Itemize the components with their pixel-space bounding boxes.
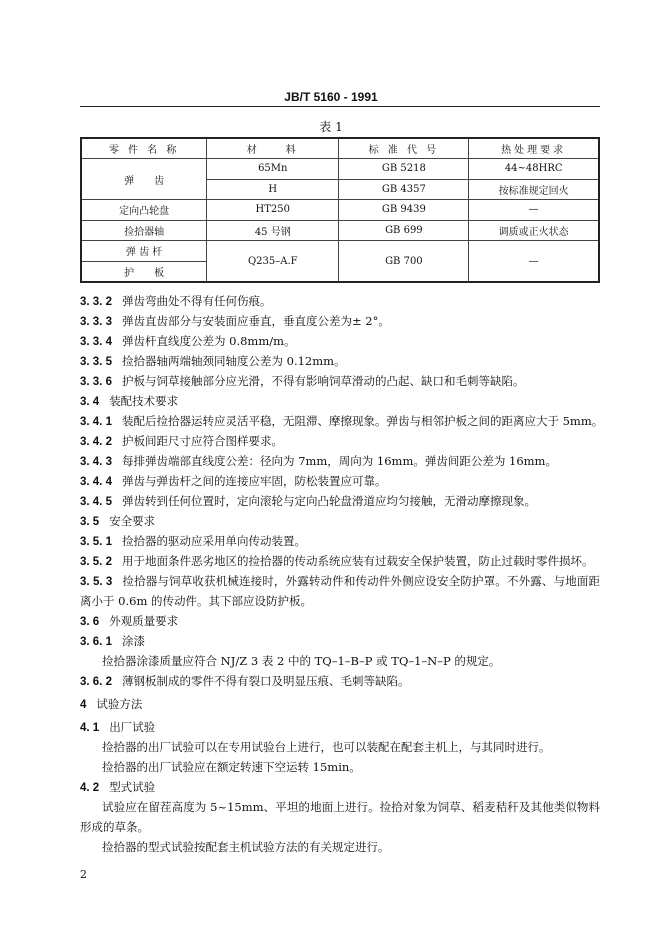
paragraph-text: 形成的草条。: [80, 820, 149, 834]
cell-part: 弹 齿 杆: [81, 241, 207, 262]
col-header-heat: 热处理要求: [469, 138, 599, 159]
paragraph-text: 捡拾器的型式试验按配套主机试验方法的有关规定进行。: [102, 840, 390, 854]
clause-number: 4. 2: [80, 782, 100, 794]
cell-heat: —: [469, 241, 599, 283]
paragraph: [80, 837, 600, 857]
paragraph-text: 捡拾器的出厂试验可以在专用试验台上进行，也可以装配在配套主机上，与其同时进行。: [102, 740, 551, 754]
cell-material: HT250: [207, 200, 339, 221]
cell-material: 65Mn: [207, 159, 339, 180]
section-3-5: [80, 511, 600, 531]
col-header-part: 零 件 名 称: [81, 138, 207, 159]
clause-3-3-2: [80, 291, 600, 311]
cell-part: 定向凸轮盘: [81, 200, 207, 221]
table-header-row: [81, 138, 599, 159]
clause-text: 装配后捡拾器运转应灵活平稳，无阻滞、摩擦现象。弹齿与相邻护板之间的距离应大于 5mm。: [121, 414, 604, 428]
cell-standard: GB 9439: [339, 200, 469, 221]
col-header-material: 材 料: [207, 138, 339, 159]
clause-number: 3. 5. 1: [80, 536, 112, 548]
clause-number: 3. 4. 1: [80, 416, 112, 428]
clause-text: 捡拾器与饲草收获机械连接时，外露转动件和传动件外侧应设安全防护罩。不外露、与地面距: [122, 574, 601, 588]
section-4: [80, 694, 600, 714]
clause-number: 3. 4. 3: [80, 456, 112, 468]
clause-text: 每排弹齿端部直线度公差：径向为 7mm，周向为 16mm。弹齿间距公差为 16mm。: [121, 454, 557, 468]
clause-number: 3. 3. 5: [80, 356, 112, 368]
cell-material: 45 号钢: [207, 220, 339, 241]
clause-number: 3. 5. 3: [80, 576, 113, 588]
clause-3-4-4: [80, 471, 600, 491]
clause-number: 3. 6. 1: [80, 636, 112, 648]
clause-text: 捡拾器的驱动应采用单向传动装置。: [121, 534, 306, 548]
section-3-6: [80, 611, 600, 631]
cell-part: 弹 齿: [81, 159, 207, 200]
clause-3-4-5: [80, 491, 600, 511]
section-title: 外观质量要求: [109, 614, 179, 628]
document-header: JB/T 5160 - 1991: [284, 90, 378, 104]
clause-3-3-6: [80, 371, 600, 391]
clause-number: 4: [80, 699, 87, 711]
clause-text: 弹齿杆直线度公差为 0.8mm/m。: [121, 334, 296, 348]
clause-number: 3. 3. 6: [80, 376, 112, 388]
clause-3-6-2: [80, 671, 600, 691]
clause-number: 3. 4. 2: [80, 436, 112, 448]
paragraph: [80, 757, 600, 777]
section-title: 安全要求: [109, 514, 156, 528]
clause-3-5-3: [80, 571, 600, 591]
clause-3-3-4: [80, 331, 600, 351]
table-caption: 表 1: [319, 120, 343, 134]
clause-3-5-1: [80, 531, 600, 551]
table-row: [81, 200, 599, 221]
clause-3-5-2: [80, 551, 600, 571]
section-title: 型式试验: [109, 780, 156, 794]
clause-text: 用于地面条件恶劣地区的捡拾器的传动系统应装有过载安全保护装置，防止过载时零件损坏。: [121, 554, 594, 568]
clause-number: 3. 4. 5: [80, 496, 112, 508]
clause-number: 3. 3. 2: [80, 296, 112, 308]
parts-table: [80, 137, 600, 283]
cell-material: H: [207, 179, 339, 200]
section-title: 出厂试验: [109, 720, 156, 734]
clause-text: 弹齿转到任何位置时，定向滚轮与定向凸轮盘滑道应均匀接触，无滑动摩擦现象。: [121, 494, 536, 508]
clause-number: 3. 3. 3: [80, 316, 112, 328]
col-header-standard: 标 准 代 号: [339, 138, 469, 159]
cell-part: 护 板: [81, 261, 207, 282]
clause-number: 3. 3. 4: [80, 336, 112, 348]
clause-text: 护板与饲草接触部分应光滑，不得有影响饲草滑动的凸起、缺口和毛刺等缺陷。: [121, 374, 525, 388]
clause-number: 3. 6: [80, 616, 100, 628]
cell-standard: GB 699: [339, 220, 469, 241]
paragraph: [80, 651, 600, 671]
clause-text: 薄钢板制成的零件不得有裂口及明显压痕、毛刺等缺陷。: [121, 674, 410, 688]
clause-text: 护板间距尺寸应符合图样要求。: [121, 434, 283, 448]
cell-material: Q235–A.F: [207, 241, 339, 283]
clause-number: 3. 5: [80, 516, 100, 528]
paragraph-text: 捡拾器涂漆质量应符合 NJ/Z 3 表 2 中的 TQ–1–B–P 或 TQ–1–N–P 的规定。: [102, 654, 501, 668]
cell-standard: GB 5218: [339, 159, 469, 180]
paragraph-text: 捡拾器的出厂试验应在额定转速下空运转 15min。: [102, 760, 361, 774]
clause-3-3-3: [80, 311, 600, 331]
section-4-1: [80, 717, 600, 737]
cell-standard: GB 700: [339, 241, 469, 283]
cell-heat: 调质或正火状态: [469, 220, 599, 241]
cell-part: 捡拾器轴: [81, 220, 207, 241]
clause-number: 3. 4. 4: [80, 476, 112, 488]
header-rule: [80, 106, 600, 107]
table-row: [81, 159, 599, 180]
page-number: 2: [80, 868, 87, 881]
clause-text: 离小于 0.6m 的传动件。其下部应设防护板。: [80, 594, 313, 608]
clause-text: 弹齿弯曲处不得有任何伤痕。: [121, 294, 272, 308]
section-4-2: [80, 777, 600, 797]
cell-heat: 44~48HRC: [469, 159, 599, 180]
clause-3-4-2: [80, 431, 600, 451]
clause-number: 4. 1: [80, 722, 100, 734]
section-title: 试验方法: [96, 697, 143, 711]
clause-text: 弹齿直齿部分与安装面应垂直，垂直度公差为± 2°。: [121, 314, 390, 328]
clause-3-4-3: [80, 451, 600, 471]
clause-number: 3. 5. 2: [80, 556, 112, 568]
cell-standard: GB 4357: [339, 179, 469, 200]
paragraph: [80, 797, 600, 817]
document-body: [80, 291, 604, 857]
clause-3-3-5: [80, 351, 600, 371]
clause-text: 涂漆: [121, 634, 145, 648]
table-row: [81, 220, 599, 241]
clause-number: 3. 6. 2: [80, 676, 112, 688]
paragraph: [80, 737, 600, 757]
clause-3-6-1: [80, 631, 600, 651]
paragraph-cont: [80, 817, 600, 837]
paragraph-text: 试验应在留茬高度为 5~15mm、平坦的地面上进行。捡拾对象为饲草、稻麦秸秆及其他类似物料: [102, 800, 600, 814]
section-3-4: [80, 391, 600, 411]
clause-3-4-1: [80, 411, 604, 431]
table-row: [81, 241, 599, 262]
clause-text: 捡拾器轴两端轴颈同轴度公差为 0.12mm。: [121, 354, 346, 368]
clause-number: 3. 4: [80, 396, 100, 408]
section-title: 装配技术要求: [109, 394, 179, 408]
clause-text: 弹齿与弹齿杆之间的连接应牢固，防松装置应可靠。: [121, 474, 387, 488]
cell-heat: —: [469, 200, 599, 221]
cell-heat: 按标准规定回火: [469, 179, 599, 200]
clause-3-5-3-cont: [80, 591, 600, 611]
